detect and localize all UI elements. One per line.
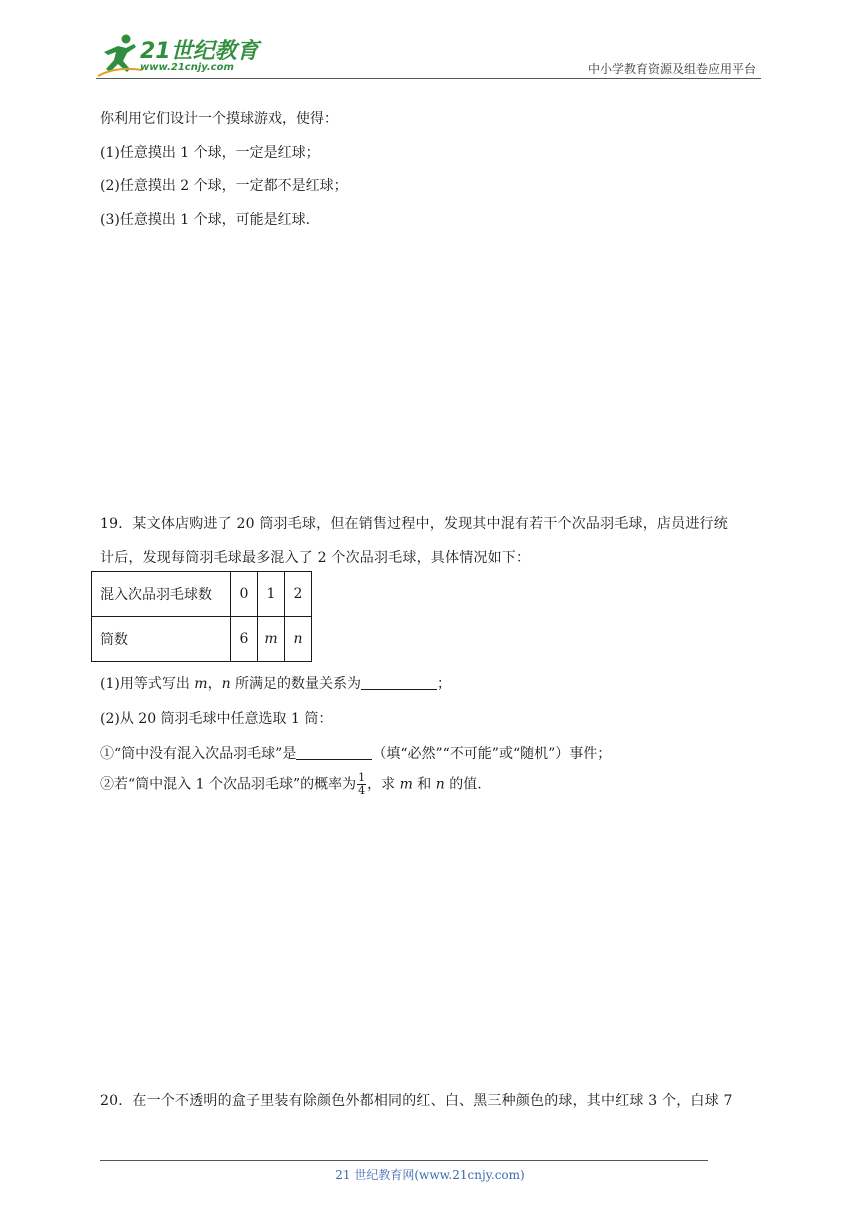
q20-line-1: 20．在一个不透明的盒子里装有除颜色外都相同的红、白、黑三种颜色的球，其中红球 3 个，白球 7 bbox=[100, 1093, 733, 1109]
text-run: ，求 bbox=[367, 776, 400, 793]
table-cell: 0 bbox=[231, 572, 258, 617]
logo-url: www.21cnjy.com bbox=[140, 62, 234, 73]
q19-part-2: (2)从 20 筒羽毛球中任意选取 1 筒： bbox=[100, 711, 333, 727]
table-cell: n bbox=[285, 617, 312, 662]
q19-part-2a bbox=[100, 743, 611, 763]
platform-name: 中小学教育资源及组卷应用平台 bbox=[587, 62, 756, 76]
table-cell: 2 bbox=[285, 572, 312, 617]
text-run: 的值. bbox=[444, 776, 482, 793]
text-run: 和 bbox=[412, 776, 436, 793]
logo-text: 21世纪教育 bbox=[140, 39, 259, 64]
q18-intro: 你利用它们设计一个摸球游戏，使得： bbox=[100, 111, 338, 127]
q19-line-1: 19．某文体店购进了 20 筒羽毛球，但在销售过程中，发现其中混有若干个次品羽毛球，店员进行统 bbox=[100, 516, 728, 532]
text-run: ， bbox=[207, 676, 222, 692]
table-cell: m bbox=[258, 617, 285, 662]
var-m: m bbox=[399, 776, 413, 793]
answer-blank-2[interactable] bbox=[296, 745, 372, 760]
fraction bbox=[357, 772, 366, 797]
table-cell-label: 筒数 bbox=[92, 617, 231, 662]
table-cell-label: 混入次品羽毛球数 bbox=[92, 572, 231, 617]
q19-part-1 bbox=[100, 673, 451, 693]
var-m: m bbox=[194, 676, 208, 692]
var-n: n bbox=[435, 776, 445, 793]
text-run: ； bbox=[437, 676, 452, 692]
footer-divider bbox=[100, 1160, 708, 1161]
answer-blank-1[interactable] bbox=[361, 675, 437, 690]
text-run: 所满足的数量关系为 bbox=[230, 676, 362, 692]
text-run: ②若“筒中混入 1 个次品羽毛球”的概率为 bbox=[100, 776, 357, 793]
q18-item-2: (2)任意摸出 2 个球，一定都不是红球； bbox=[100, 178, 348, 194]
table-cell: 6 bbox=[231, 617, 258, 662]
q18-item-3: (3)任意摸出 1 个球，可能是红球. bbox=[100, 212, 311, 228]
footer-link[interactable]: 21 世纪教育网(www.21cnjy.com) bbox=[335, 1168, 525, 1182]
text-run: （填“必然”“不可能”或“随机”）事件； bbox=[372, 746, 612, 762]
text-run: ①“筒中没有混入次品羽毛球”是 bbox=[100, 746, 297, 762]
fraction-numerator: 1 bbox=[358, 771, 366, 784]
q19-part-2b bbox=[100, 772, 482, 797]
table-row bbox=[92, 617, 312, 662]
runner-icon bbox=[96, 32, 144, 78]
q19-line-2: 计后，发现每筒羽毛球最多混入了 2 个次品羽毛球，具体情况如下： bbox=[100, 550, 531, 566]
text-run: (1)用等式写出 bbox=[100, 676, 195, 692]
table-row bbox=[92, 572, 312, 617]
var-n: n bbox=[221, 676, 231, 692]
page-header bbox=[0, 0, 860, 80]
site-logo[interactable] bbox=[96, 32, 266, 78]
table-cell: 1 bbox=[258, 572, 285, 617]
q18-item-1: (1)任意摸出 1 个球，一定是红球； bbox=[100, 145, 320, 161]
defect-table bbox=[91, 571, 312, 662]
header-divider bbox=[96, 78, 761, 79]
fraction-denominator: 4 bbox=[358, 784, 366, 797]
